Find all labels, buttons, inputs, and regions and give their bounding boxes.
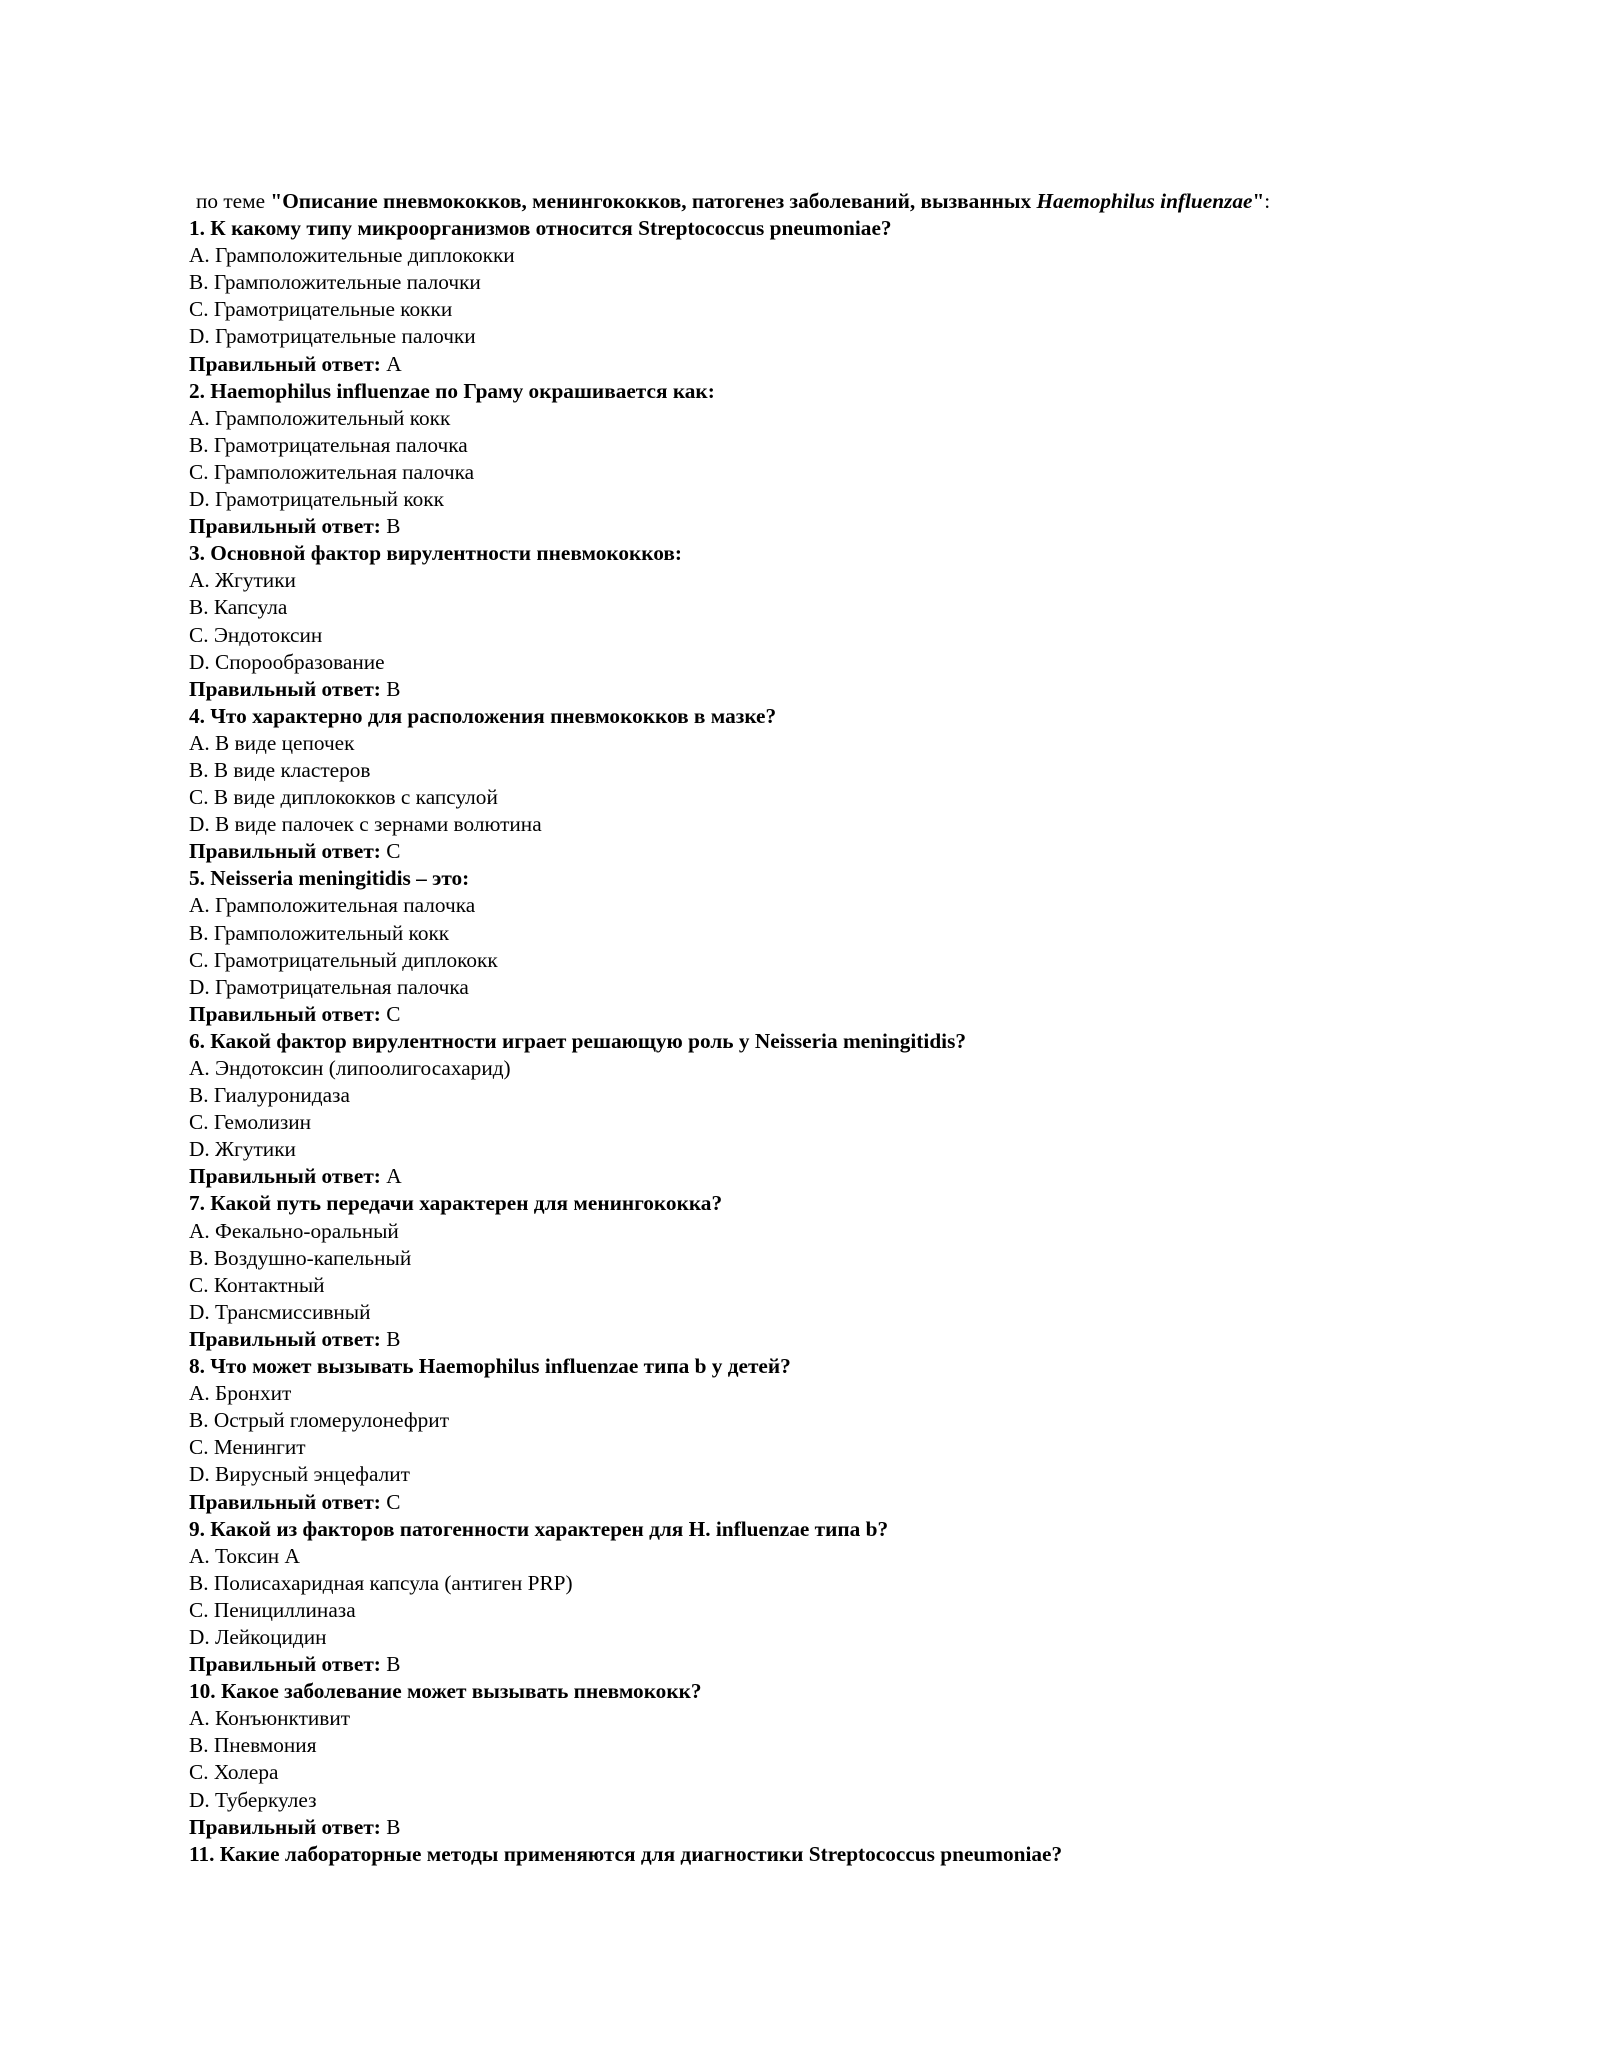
question-text: 1. К какому типу микроорганизмов относится Streptococcus pneumoniae? xyxy=(189,216,892,241)
question-block xyxy=(189,1678,1429,1841)
answer-option: C. Гемолизин xyxy=(189,1110,312,1135)
answer-option: D. Грамотрицательная палочка xyxy=(189,974,469,999)
question-text: 2. Haemophilus influenzae по Граму окрашивается как: xyxy=(189,378,715,403)
answer-option: A. Бронхит xyxy=(189,1381,292,1406)
question-text: 3. Основной фактор вирулентности пневмококков: xyxy=(189,541,682,566)
document-body xyxy=(189,188,1429,1868)
correct-answer-label: Правильный ответ: xyxy=(189,1652,381,1677)
answer-option: D. Трансмиссивный xyxy=(189,1299,371,1324)
correct-answer-line xyxy=(189,1814,1429,1841)
correct-answer-value: B xyxy=(386,1326,401,1351)
answer-option: D. Грамотрицательный кокк xyxy=(189,487,444,512)
answer-option: A. Токсин A xyxy=(189,1543,300,1568)
question-block xyxy=(189,378,1429,541)
question-text: 8. Что может вызывать Haemophilus influenzae типа b у детей? xyxy=(189,1354,791,1379)
answer-option: A. Грамположительный кокк xyxy=(189,405,451,430)
answer-option: A. Конъюнктивит xyxy=(189,1706,351,1731)
correct-answer-line xyxy=(189,676,1429,703)
question-text: 4. Что характерно для расположения пневмококков в мазке? xyxy=(189,703,777,728)
correct-answer-line xyxy=(189,1651,1429,1678)
answer-option: C. Менингит xyxy=(189,1435,306,1460)
correct-answer-value: A xyxy=(386,1164,402,1189)
answer-option: D. Жгутики xyxy=(189,1137,296,1162)
question-block xyxy=(189,1841,1429,1868)
question-block xyxy=(189,1028,1429,1191)
answer-option: D. Лейкоцидин xyxy=(189,1624,327,1649)
answer-option: C. Грамотрицательные кокки xyxy=(189,297,453,322)
correct-answer-value: B xyxy=(386,1814,401,1839)
answer-option: A. Жгутики xyxy=(189,568,296,593)
answer-option: C. Пенициллиназа xyxy=(189,1597,356,1622)
answer-option: B. Пневмония xyxy=(189,1733,317,1758)
topic-title-close: " xyxy=(1252,189,1265,213)
answer-option: A. Грамположительная палочка xyxy=(189,893,476,918)
question-block xyxy=(189,1190,1429,1353)
question-text: 9. Какой из факторов патогенности характерен для H. influenzae типа b? xyxy=(189,1516,889,1541)
question-block xyxy=(189,1353,1429,1516)
question-text: 10. Какое заболевание может вызывать пневмококк? xyxy=(189,1679,702,1704)
answer-option: D. Туберкулез xyxy=(189,1787,317,1812)
answer-option: C. Эндотоксин xyxy=(189,622,323,647)
question-block xyxy=(189,1516,1429,1679)
answer-option: C. Холера xyxy=(189,1760,279,1785)
answer-option: B. Воздушно-капельный xyxy=(189,1245,412,1270)
correct-answer-line xyxy=(189,1163,1429,1190)
question-block xyxy=(189,540,1429,703)
correct-answer-line xyxy=(189,1001,1429,1028)
answer-option: D. В виде палочек с зернами волютина xyxy=(189,812,542,837)
question-block xyxy=(189,215,1429,378)
answer-option: B. Грамположительные палочки xyxy=(189,270,481,295)
correct-answer-line xyxy=(189,351,1429,378)
correct-answer-label: Правильный ответ: xyxy=(189,351,381,376)
correct-answer-line xyxy=(189,838,1429,865)
answer-option: B. Острый гломерулонефрит xyxy=(189,1408,450,1433)
answer-option: B. Грамположительный кокк xyxy=(189,920,450,945)
answer-option: D. Вирусный энцефалит xyxy=(189,1462,410,1487)
answer-option: D. Грамотрицательные палочки xyxy=(189,324,476,349)
correct-answer-line xyxy=(189,1326,1429,1353)
correct-answer-label: Правильный ответ: xyxy=(189,1326,381,1351)
answer-option: C. Грамположительная палочка xyxy=(189,459,475,484)
correct-answer-value: B xyxy=(386,1652,401,1677)
question-text: 5. Neisseria meningitidis – это: xyxy=(189,866,470,891)
answer-option: B. В виде кластеров xyxy=(189,757,371,782)
correct-answer-line xyxy=(189,1489,1429,1516)
question-text: 11. Какие лабораторные методы применяются для диагностики Streptococcus pneumoniae? xyxy=(189,1841,1063,1866)
correct-answer-label: Правильный ответ: xyxy=(189,1489,381,1514)
answer-option: B. Капсула xyxy=(189,595,288,620)
answer-option: C. Грамотрицательный диплококк xyxy=(189,947,498,972)
correct-answer-label: Правильный ответ: xyxy=(189,676,381,701)
topic-prefix: по теме xyxy=(196,189,271,213)
topic-suffix: : xyxy=(1264,189,1271,213)
correct-answer-value: C xyxy=(386,839,401,864)
answer-option: A. Грамположительные диплококки xyxy=(189,243,515,268)
answer-option: B. Полисахаридная капсула (антиген PRP) xyxy=(189,1570,573,1595)
correct-answer-value: A xyxy=(386,351,402,376)
correct-answer-value: C xyxy=(386,1001,401,1026)
answer-option: A. Фекально-оральный xyxy=(189,1218,399,1243)
answer-option: A. Эндотоксин (липоолигосахарид) xyxy=(189,1056,511,1080)
correct-answer-line xyxy=(189,513,1429,540)
answer-option: C. Контактный xyxy=(189,1272,325,1297)
topic-title-open: "Описание пневмококков, менингококков, патогенез заболеваний, вызванных xyxy=(270,189,1037,213)
answer-option: B. Грамотрицательная палочка xyxy=(189,432,468,457)
question-text: 7. Какой путь передачи характерен для менингококка? xyxy=(189,1191,723,1216)
answer-option: D. Спорообразование xyxy=(189,649,385,674)
answer-option: B. Гиалуронидаза xyxy=(189,1083,350,1108)
correct-answer-label: Правильный ответ: xyxy=(189,514,381,539)
question-list xyxy=(189,215,1429,1868)
correct-answer-value: C xyxy=(386,1489,401,1514)
answer-option: A. В виде цепочек xyxy=(189,730,355,755)
answer-option: C. В виде диплококков с капсулой xyxy=(189,785,498,810)
question-block xyxy=(189,865,1429,1028)
correct-answer-value: B xyxy=(386,676,401,701)
correct-answer-label: Правильный ответ: xyxy=(189,1814,381,1839)
question-block xyxy=(189,703,1429,866)
question-text: 6. Какой фактор вирулентности играет решающую роль у Neisseria meningitidis? xyxy=(189,1028,967,1053)
topic-title-italic: Haemophilus influenzae xyxy=(1036,189,1253,213)
correct-answer-label: Правильный ответ: xyxy=(189,839,381,864)
topic-line xyxy=(189,188,1429,215)
correct-answer-label: Правильный ответ: xyxy=(189,1001,381,1026)
correct-answer-value: B xyxy=(386,514,401,539)
correct-answer-label: Правильный ответ: xyxy=(189,1164,381,1189)
